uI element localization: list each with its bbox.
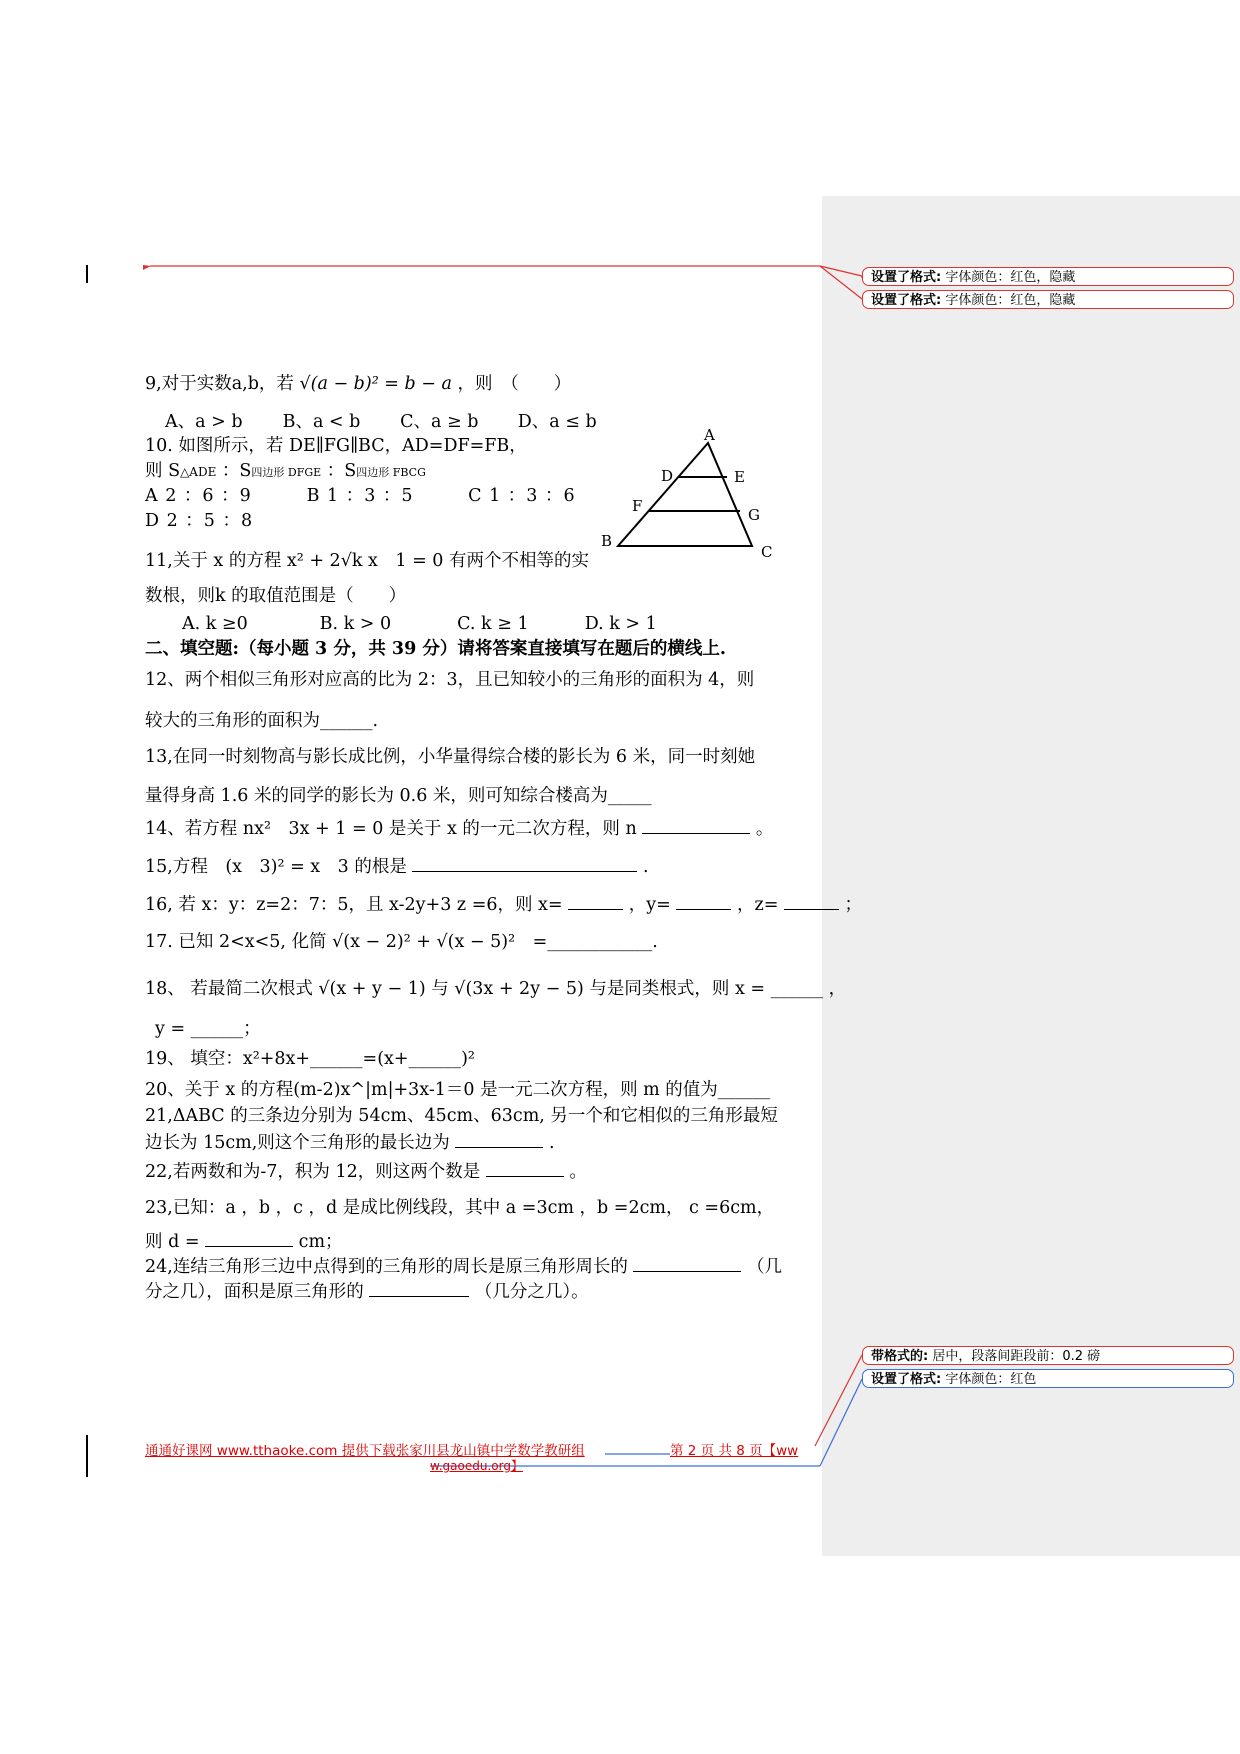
option-d: D 2 ：5 ：8: [145, 511, 254, 531]
question-14-tail: 。: [755, 819, 774, 839]
label-b: B: [601, 532, 613, 550]
question-14-text: 14、若方程 nx² 3x + 1 = 0 是关于 x 的一元二次方程，则 n: [145, 819, 637, 839]
answer-blank[interactable]: [205, 1230, 293, 1247]
answer-blank[interactable]: [486, 1160, 564, 1177]
footer-page-text: 第 2 页 共 8 页【ww: [670, 1443, 799, 1459]
question-17: 17. 已知 2<x<5, 化简 √(x − 2)² + √(x − 5)² =____________.: [145, 932, 658, 952]
answer-blank[interactable]: [633, 1255, 741, 1272]
format-comment-2[interactable]: [862, 290, 1234, 309]
question-22-text: 22,若两数和为-7，积为 12，则这两个数是: [145, 1162, 481, 1182]
label-c: C: [761, 543, 773, 561]
footer-site-cont-text: w.gaoedu.org】: [430, 1459, 523, 1473]
comment-text: 字体颜色：红色: [945, 1372, 1037, 1387]
question-9-text: 9,对于实数a,b，若: [145, 374, 294, 394]
option-d: D、a ≤ b: [517, 412, 597, 432]
footer-site-cont: [430, 1457, 523, 1474]
comment-text: 字体颜色：红色，隐藏: [945, 270, 1076, 285]
q10-sub-dfge: 四边形 DFGE: [251, 466, 322, 479]
question-24-tail: （几: [747, 1257, 782, 1277]
triangle-figure: [595, 428, 785, 563]
footer-site-text: 通通好课网 www.tthaoke.com 提供下载张家川县龙山镇中学数学教研组: [145, 1443, 585, 1459]
option-a: A 2 ：6 ：9: [145, 486, 252, 506]
option-a: A. k ≥0: [182, 614, 248, 634]
q10-area-s3: ：S: [321, 461, 357, 481]
question-23-line1: 23,已知：a ，b ，c ，d 是成比例线段，其中 a =3cm ，b =2cm， c =6cm，: [145, 1198, 775, 1218]
question-23-line2: [145, 1230, 343, 1253]
option-b: B. k > 0: [319, 614, 392, 634]
question-16-tail: ；: [844, 895, 863, 915]
footer-source: [145, 1439, 585, 1459]
question-23-tail: cm；: [298, 1232, 343, 1252]
question-24-line1: [145, 1255, 782, 1278]
question-16-z: ，z=: [736, 895, 779, 915]
section-2-heading: 二、填空题:（每小题 3 分，共 39 分）请将答案直接填写在题后的横线上.: [145, 639, 726, 659]
question-11-options: [182, 614, 657, 635]
question-13-line2: 量得身高 1.6 米的同学的影长为 0.6 米，则可知综合楼高为_____: [145, 786, 652, 806]
comment-label: 设置了格式:: [871, 1372, 942, 1387]
question-19: 19、 填空：x²+8x+______=(x+______)²: [145, 1049, 475, 1069]
footer-page-number: [670, 1439, 798, 1459]
comment-label: 带格式的:: [871, 1349, 929, 1364]
answer-blank[interactable]: [412, 855, 637, 872]
question-24-line2: [145, 1280, 589, 1303]
option-a: A、a > b: [165, 412, 243, 432]
question-24-tail-2: （几分之几）。: [474, 1282, 589, 1302]
label-g: G: [748, 506, 760, 524]
label-f: F: [632, 497, 643, 515]
question-21-line1: 21,ΔABC 的三条边分别为 54cm、45cm、63cm, 另一个和它相似的三角形最短: [145, 1106, 778, 1126]
q10-area-s2: ：S: [216, 461, 252, 481]
question-10-options-row2: [145, 511, 253, 532]
answer-blank-x[interactable]: [568, 893, 623, 910]
question-22: [145, 1160, 587, 1183]
question-13-line1: 13,在同一时刻物高与影长成比例，小华量得综合楼的影长为 6 米，同一时刻她: [145, 747, 756, 767]
comment-label: 设置了格式:: [871, 270, 942, 285]
question-15-tail: .: [643, 857, 649, 877]
answer-blank-z[interactable]: [784, 893, 839, 910]
question-15-text: 15,方程 (x 3)² = x 3 的根是: [145, 857, 407, 877]
q10-sub-fbcg: 四边形 FBCG: [356, 466, 426, 479]
question-16: [145, 893, 862, 916]
question-9-formula: √(a − b)² = b − a: [299, 374, 452, 394]
question-20: 20、关于 x 的方程(m-2)x^|m|+3x-1＝0 是一元二次方程，则 m 的值为______: [145, 1080, 771, 1100]
question-11-line2: 数根，则k 的取值范围是（ ）: [145, 586, 407, 606]
question-22-tail: 。: [569, 1162, 587, 1182]
question-24-text: 24,连结三角形三边中点得到的三角形的周长是原三角形周长的: [145, 1257, 628, 1277]
question-21-tail: .: [548, 1133, 555, 1153]
label-e: E: [734, 468, 745, 486]
question-24-text-2: 分之几），面积是原三角形的: [145, 1282, 364, 1302]
question-9-options: [165, 412, 597, 433]
question-16-text: 16, 若 x：y：z=2：7：5，且 x-2y+3 z =6，则 x=: [145, 895, 563, 915]
format-comment-4[interactable]: [862, 1369, 1234, 1388]
question-23-text: 则 d =: [145, 1232, 200, 1252]
question-15: [145, 855, 649, 878]
option-c: C. k ≥ 1: [457, 614, 529, 634]
question-18-line1: 18、 若最简二次根式 √(x + y − 1) 与 √(3x + 2y − 5) 与是同类根式，则 x = ______ ，: [145, 979, 847, 999]
option-b: B 1 ：3 ：5: [306, 486, 414, 506]
question-12-line1: 12、两个相似三角形对应高的比为 2：3，且已知较小的三角形的面积为 4，则: [145, 670, 755, 690]
question-9-tail: ，则 （ ）: [457, 374, 572, 394]
q10-area-s: 则 S: [145, 461, 181, 481]
option-b: B、a < b: [282, 412, 361, 432]
q10-sub-ade: △ADE: [180, 465, 217, 479]
question-10-line1: 10. 如图所示，若 DE∥FG∥BC，AD=DF=FB，: [145, 436, 527, 456]
comment-label: 设置了格式:: [871, 293, 942, 308]
question-16-y: ，y=: [628, 895, 671, 915]
answer-blank[interactable]: [369, 1280, 469, 1297]
format-comment-1[interactable]: [862, 267, 1234, 286]
question-21-text: 边长为 15cm,则这个三角形的最长边为: [145, 1133, 450, 1153]
comment-text: 居中，段落间距段前：0.2 磅: [932, 1349, 1101, 1364]
comment-text: 字体颜色：红色，隐藏: [945, 293, 1076, 308]
option-c: C 1 ：3 ：6: [468, 486, 576, 506]
question-18-line2: y = ______；: [155, 1019, 261, 1039]
answer-blank-y[interactable]: [676, 893, 731, 910]
question-10-options-row1: [145, 486, 576, 507]
question-10-line2: [145, 461, 426, 482]
question-12-line2: 较大的三角形的面积为______.: [145, 711, 379, 731]
question-9: [145, 374, 571, 395]
question-11-line1: 11,关于 x 的方程 x² + 2√k x 1 = 0 有两个不相等的实: [145, 551, 590, 571]
option-d: D. k > 1: [584, 614, 657, 634]
answer-blank[interactable]: [455, 1131, 543, 1148]
label-d: D: [661, 467, 674, 485]
question-21-line2: [145, 1131, 555, 1154]
option-c: C、a ≥ b: [400, 412, 479, 432]
label-a: A: [704, 428, 715, 444]
question-14: [145, 817, 773, 840]
format-comment-3[interactable]: [862, 1346, 1234, 1365]
answer-blank[interactable]: [642, 817, 750, 834]
